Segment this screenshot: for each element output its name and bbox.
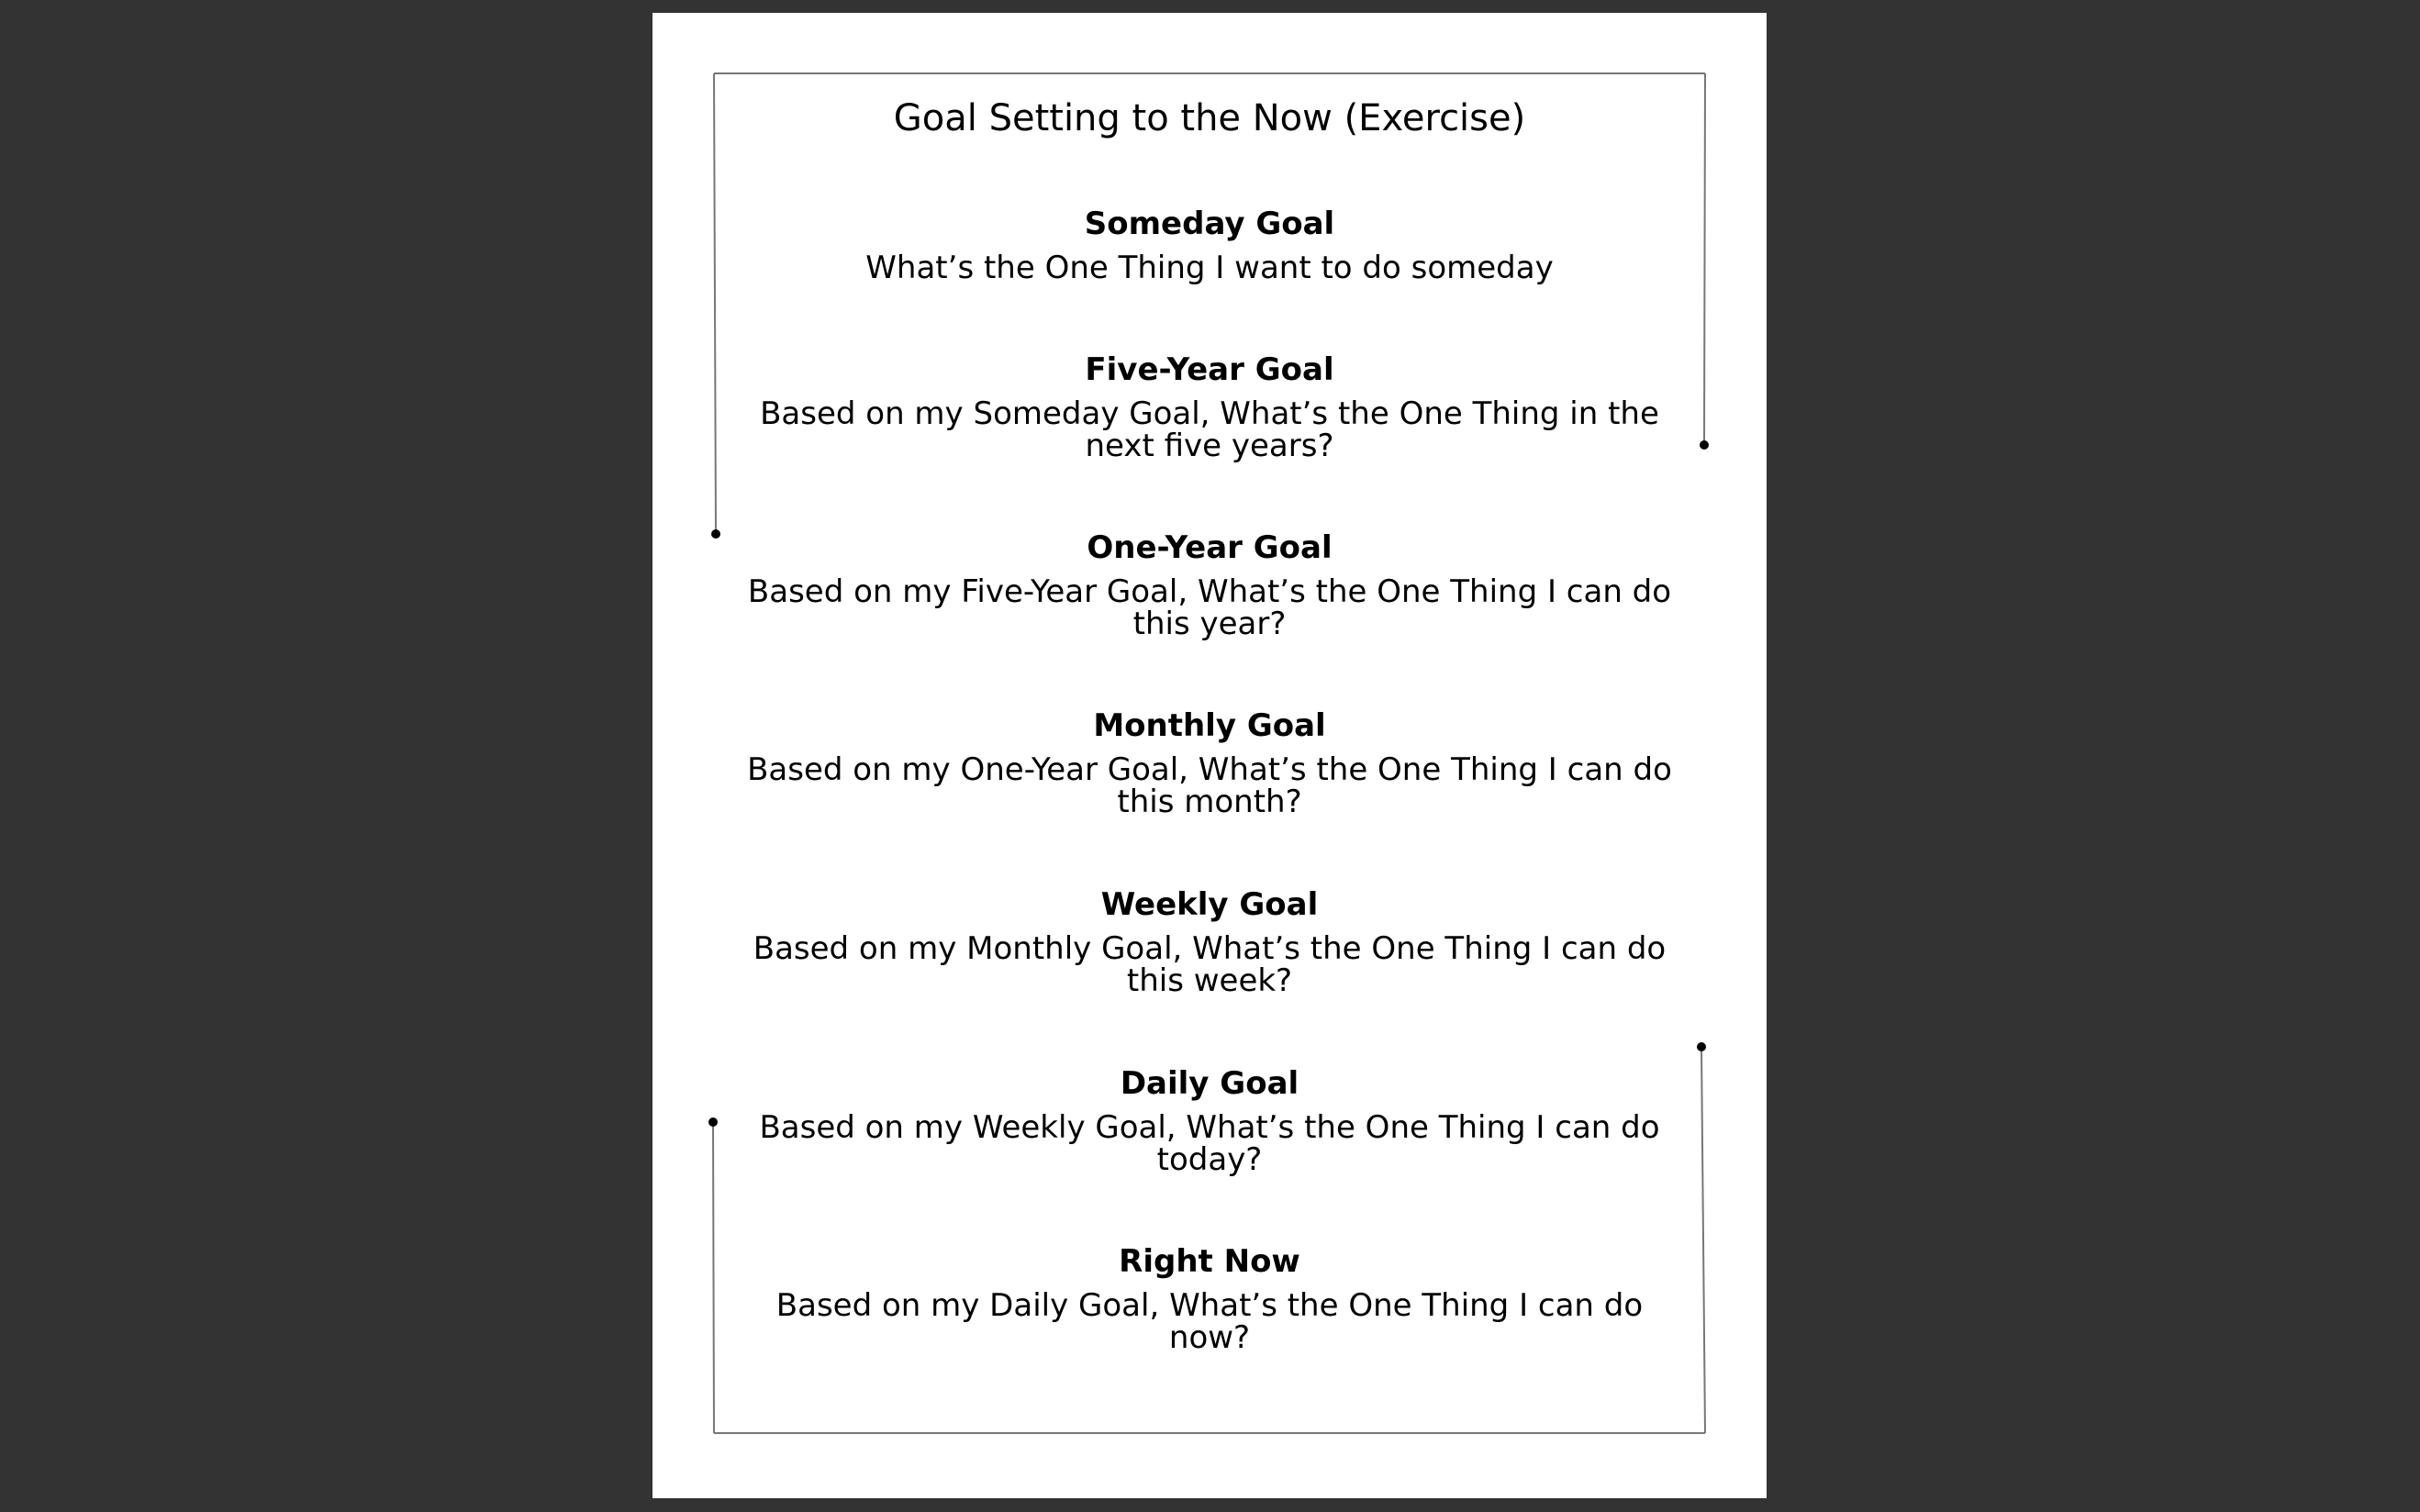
document-title: Goal Setting to the Now (Exercise): [893, 97, 1526, 139]
section-prompt: Based on my Five-Year Goal, What’s the One Thing I can do this year?: [747, 573, 1672, 642]
section-heading: Daily Goal: [1120, 1065, 1299, 1102]
section-heading: Someday Goal: [1084, 206, 1335, 242]
section-prompt: What’s the One Thing I want to do someday: [865, 250, 1554, 286]
section-prompt: Based on my One-Year Goal, What’s the One Thing I can do this month?: [747, 751, 1672, 820]
document-content: [652, 13, 1767, 1498]
section-prompt: Based on my Daily Goal, What’s the One Thing I can do now?: [775, 1287, 1644, 1356]
section-weekly-goal: [652, 885, 1767, 997]
section-prompt: Based on my Monthly Goal, What’s the One Thing I can do this week?: [753, 930, 1667, 999]
section-heading: Monthly Goal: [1093, 707, 1326, 744]
section-prompt: Based on my Weekly Goal, What’s the One Thing I can do today?: [759, 1109, 1660, 1178]
section-one-year-goal: [652, 528, 1767, 640]
section-daily-goal: [652, 1064, 1767, 1176]
section-heading: Weekly Goal: [1100, 886, 1319, 923]
section-heading: Five-Year Goal: [1085, 351, 1334, 388]
section-right-now: [652, 1242, 1767, 1354]
section-monthly-goal: [652, 706, 1767, 818]
section-heading: Right Now: [1119, 1243, 1300, 1280]
section-five-year-goal: [652, 350, 1767, 462]
section-prompt: Based on my Someday Goal, What’s the One Thing in the next five years?: [760, 395, 1659, 464]
section-someday-goal: [652, 205, 1767, 284]
section-heading: One-Year Goal: [1087, 529, 1333, 566]
document-page: [652, 13, 1767, 1498]
